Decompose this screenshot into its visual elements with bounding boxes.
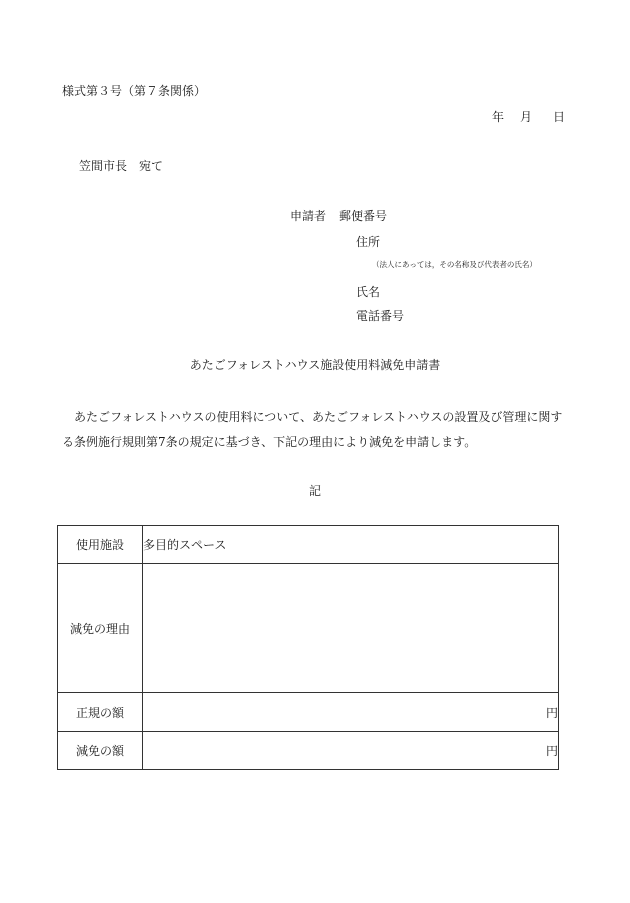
form-number: 様式第３号（第７条関係） xyxy=(62,84,207,98)
table-row-reduced-fee xyxy=(58,732,559,770)
postal-code-field[interactable]: 郵便番号 xyxy=(339,209,388,223)
reason-value[interactable] xyxy=(143,564,559,693)
name-field[interactable]: 氏名 xyxy=(356,285,381,299)
date-year-label: 年 xyxy=(492,110,505,124)
body-paragraph: あたごフォレストハウスの使用料について、あたごフォレストハウスの設置及び管理に関する条例施行規則第7条の規定に基づき、下記の理由により減免を申請します。 xyxy=(62,410,563,449)
date-month-label: 月 xyxy=(520,110,533,124)
facility-label: 使用施設 xyxy=(58,526,143,564)
facility-value[interactable]: 多目的スペース xyxy=(143,526,559,564)
date-day-label: 日 xyxy=(553,110,566,124)
table-row-regular-fee xyxy=(58,693,559,732)
ki-heading: 記 xyxy=(308,484,321,498)
address-field[interactable]: 住所 xyxy=(356,235,381,249)
addressee: 笠間市長 宛て xyxy=(79,159,164,173)
regular-fee-value[interactable] xyxy=(143,693,559,732)
corporation-note: （法人にあっては，その名称及び代表者の氏名） xyxy=(372,260,537,269)
detail-table xyxy=(57,525,559,770)
reduced-fee-unit: 円 xyxy=(545,744,558,758)
reduced-fee-label: 減免の額 xyxy=(58,732,143,770)
regular-fee-label: 正規の額 xyxy=(58,693,143,732)
regular-fee-unit: 円 xyxy=(545,705,558,720)
reason-label: 減免の理由 xyxy=(58,564,143,693)
table-row-facility xyxy=(58,526,559,564)
phone-field[interactable]: 電話番号 xyxy=(356,309,405,323)
document-title: あたごフォレストハウス施設使用料減免申請書 xyxy=(189,358,441,372)
table-row-reason xyxy=(58,564,559,693)
reduced-fee-value[interactable] xyxy=(143,732,559,770)
applicant-label: 申請者 xyxy=(290,209,327,223)
